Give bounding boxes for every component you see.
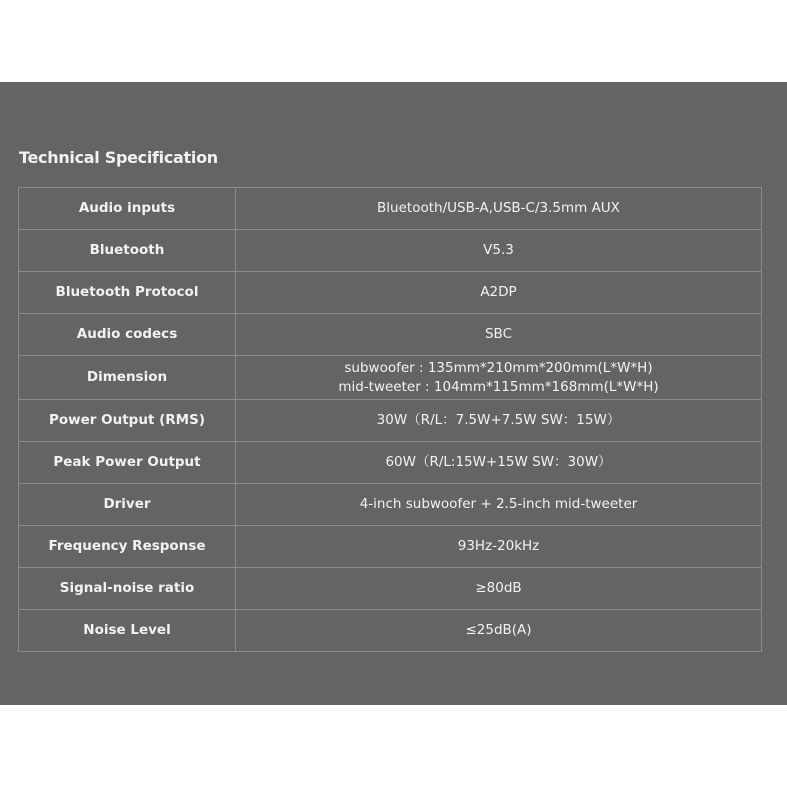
- spec-value: 30W（R/L：7.5W+7.5W SW：15W）: [236, 400, 762, 442]
- spec-value: 93Hz-20kHz: [236, 526, 762, 568]
- spec-label: Bluetooth: [19, 230, 236, 272]
- spec-label: Driver: [19, 484, 236, 526]
- spec-label: Power Output (RMS): [19, 400, 236, 442]
- spec-value: Bluetooth/USB-A,USB-C/3.5mm AUX: [236, 188, 762, 230]
- table-row: [19, 442, 762, 484]
- spec-value: V5.3: [236, 230, 762, 272]
- table-row: [19, 230, 762, 272]
- spec-value: SBC: [236, 314, 762, 356]
- spec-label: Dimension: [19, 356, 236, 400]
- spec-value: ≥80dB: [236, 568, 762, 610]
- table-row: [19, 610, 762, 652]
- spec-label: Signal-noise ratio: [19, 568, 236, 610]
- table-row: [19, 356, 762, 400]
- spec-value-line: mid-tweeter : 104mm*115mm*168mm(L*W*H): [338, 378, 659, 395]
- spec-label: Frequency Response: [19, 526, 236, 568]
- spec-label: Peak Power Output: [19, 442, 236, 484]
- spec-value: 4-inch subwoofer + 2.5-inch mid-tweeter: [236, 484, 762, 526]
- spec-value: ≤25dB(A): [236, 610, 762, 652]
- spec-label: Audio codecs: [19, 314, 236, 356]
- table-row: [19, 568, 762, 610]
- table-row: [19, 314, 762, 356]
- spec-value-line: subwoofer : 135mm*210mm*200mm(L*W*H): [344, 359, 653, 376]
- spec-value: A2DP: [236, 272, 762, 314]
- table-row: [19, 272, 762, 314]
- page-title: Technical Specification: [19, 148, 218, 167]
- table-row: [19, 484, 762, 526]
- spec-label: Audio inputs: [19, 188, 236, 230]
- table-row: [19, 526, 762, 568]
- table-row: [19, 188, 762, 230]
- spec-value: 60W（R/L:15W+15W SW：30W）: [236, 442, 762, 484]
- spec-table: [18, 187, 762, 652]
- spec-label: Noise Level: [19, 610, 236, 652]
- spec-value: [236, 356, 762, 400]
- table-row: [19, 400, 762, 442]
- spec-label: Bluetooth Protocol: [19, 272, 236, 314]
